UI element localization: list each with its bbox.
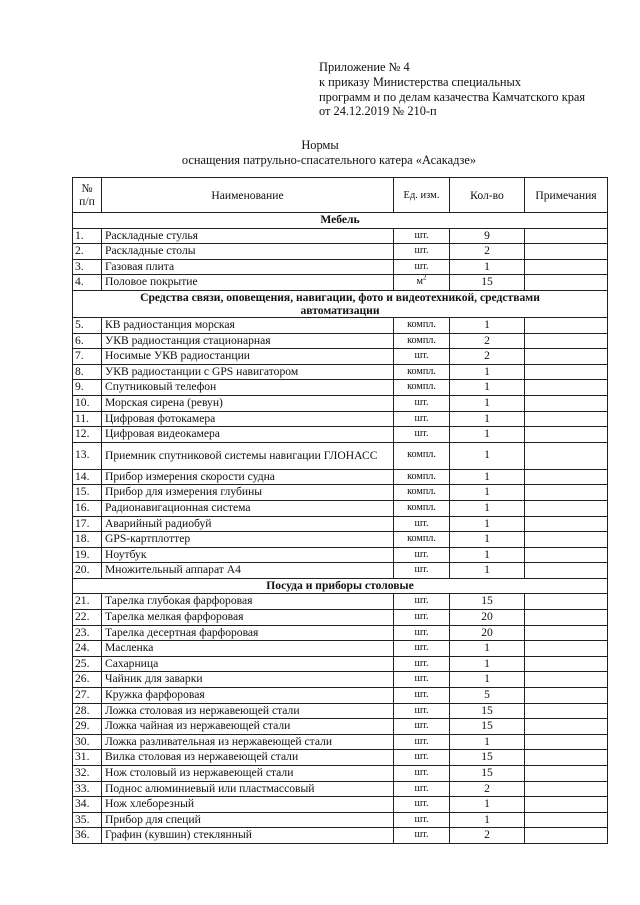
row-number: 35. bbox=[73, 812, 102, 828]
title-line-2: оснащения патрульно-спасательного катера «Асакадзе» bbox=[181, 152, 477, 167]
row-quantity: 1 bbox=[450, 317, 525, 333]
row-unit-text: компл. bbox=[407, 486, 436, 498]
table-row bbox=[73, 594, 608, 610]
row-unit bbox=[394, 610, 450, 626]
row-notes bbox=[525, 703, 608, 719]
row-name: Множительный аппарат А4 bbox=[102, 563, 394, 579]
row-name: Нож хлеборезный bbox=[102, 797, 394, 813]
row-notes bbox=[525, 380, 608, 396]
row-unit-superscript: 2 bbox=[422, 274, 427, 282]
row-name: Сахарница bbox=[102, 656, 394, 672]
row-number: 31. bbox=[73, 750, 102, 766]
row-unit bbox=[394, 641, 450, 657]
appendix-line: Приложение № 4 bbox=[319, 60, 410, 74]
row-notes bbox=[525, 719, 608, 735]
row-unit-text: компл. bbox=[407, 470, 436, 482]
row-name: Прибор для измерения глубины bbox=[102, 485, 394, 501]
row-unit bbox=[394, 427, 450, 443]
row-number: 26. bbox=[73, 672, 102, 688]
section-row bbox=[73, 578, 608, 594]
row-quantity: 2 bbox=[450, 828, 525, 844]
row-quantity: 1 bbox=[450, 259, 525, 275]
row-unit-text: компл. bbox=[407, 381, 436, 393]
row-notes bbox=[525, 734, 608, 750]
row-name: Поднос алюминиевый или пластмассовый bbox=[102, 781, 394, 797]
row-quantity: 2 bbox=[450, 781, 525, 797]
row-number: 15. bbox=[73, 485, 102, 501]
row-notes bbox=[525, 364, 608, 380]
row-name: Цифровая видеокамера bbox=[102, 427, 394, 443]
row-unit bbox=[394, 688, 450, 704]
row-quantity: 2 bbox=[450, 333, 525, 349]
row-unit-text: компл. bbox=[407, 533, 436, 545]
row-unit-text: шт. bbox=[414, 813, 429, 825]
table-row bbox=[73, 259, 608, 275]
table-row bbox=[73, 516, 608, 532]
row-number: 22. bbox=[73, 610, 102, 626]
row-name: Носимые УКВ радиостанции bbox=[102, 349, 394, 365]
row-quantity: 1 bbox=[450, 563, 525, 579]
row-number: 13. bbox=[73, 442, 102, 469]
row-unit-text: шт. bbox=[414, 245, 429, 257]
row-number: 8. bbox=[73, 364, 102, 380]
row-unit bbox=[394, 259, 450, 275]
row-unit bbox=[394, 797, 450, 813]
row-unit-text: шт. bbox=[414, 704, 429, 716]
table-row bbox=[73, 364, 608, 380]
row-notes bbox=[525, 563, 608, 579]
row-unit-text: шт. bbox=[414, 548, 429, 560]
row-notes bbox=[525, 333, 608, 349]
table-row bbox=[73, 442, 608, 469]
row-name: Кружка фарфоровая bbox=[102, 688, 394, 704]
row-quantity: 1 bbox=[450, 411, 525, 427]
section-row bbox=[73, 290, 608, 317]
row-quantity: 15 bbox=[450, 766, 525, 782]
row-notes bbox=[525, 485, 608, 501]
row-unit-text: компл. bbox=[407, 501, 436, 513]
table-row bbox=[73, 411, 608, 427]
row-number: 7. bbox=[73, 349, 102, 365]
row-unit bbox=[394, 516, 450, 532]
row-unit-text: шт. bbox=[414, 350, 429, 362]
row-number: 16. bbox=[73, 500, 102, 516]
row-name: Цифровая фотокамера bbox=[102, 411, 394, 427]
table-row bbox=[73, 228, 608, 244]
header-unit: Ед. изм. bbox=[394, 178, 450, 213]
row-name: Аварийный радиобуй bbox=[102, 516, 394, 532]
row-name: Ноутбук bbox=[102, 547, 394, 563]
row-notes bbox=[525, 750, 608, 766]
table-row bbox=[73, 672, 608, 688]
row-name: Прибор для специй bbox=[102, 812, 394, 828]
table-row bbox=[73, 333, 608, 349]
row-quantity: 1 bbox=[450, 395, 525, 411]
row-name: УКВ радиостанции с GPS навигатором bbox=[102, 364, 394, 380]
appendix-line: от 24.12.2019 № 210-п bbox=[319, 104, 437, 119]
row-name: Прибор измерения скорости судна bbox=[102, 469, 394, 485]
table-row bbox=[73, 641, 608, 657]
row-notes bbox=[525, 275, 608, 291]
row-quantity: 1 bbox=[450, 364, 525, 380]
row-unit-text: шт. bbox=[414, 720, 429, 732]
row-unit-text: шт. bbox=[414, 767, 429, 778]
row-number: 12. bbox=[73, 427, 102, 443]
row-quantity: 15 bbox=[450, 719, 525, 735]
row-unit-text: шт. bbox=[414, 673, 429, 685]
row-number: 19. bbox=[73, 547, 102, 563]
row-name: Тарелка глубокая фарфоровая bbox=[102, 594, 394, 610]
row-unit bbox=[394, 244, 450, 260]
row-name: КВ радиостанция морская bbox=[102, 317, 394, 333]
row-name: Нож столовый из нержавеющей стали bbox=[102, 766, 394, 782]
row-number: 9. bbox=[73, 380, 102, 396]
table-row bbox=[73, 532, 608, 548]
row-quantity: 1 bbox=[450, 641, 525, 657]
table-row bbox=[73, 610, 608, 626]
row-unit-text: шт. bbox=[414, 229, 429, 241]
row-number: 23. bbox=[73, 625, 102, 641]
row-notes bbox=[525, 656, 608, 672]
row-notes bbox=[525, 442, 608, 469]
table-row bbox=[73, 547, 608, 563]
table-row bbox=[73, 244, 608, 260]
row-unit-text: компл. bbox=[407, 365, 436, 377]
table-row bbox=[73, 469, 608, 485]
row-unit-text: шт. bbox=[414, 782, 429, 794]
table-row bbox=[73, 734, 608, 750]
row-name: Спутниковый телефон bbox=[102, 380, 394, 396]
row-unit-text: компл. bbox=[407, 334, 436, 346]
table-row bbox=[73, 719, 608, 735]
row-notes bbox=[525, 244, 608, 260]
row-notes bbox=[525, 594, 608, 610]
row-name: УКВ радиостанция стационарная bbox=[102, 333, 394, 349]
row-number: 4. bbox=[73, 275, 102, 291]
row-number: 10. bbox=[73, 395, 102, 411]
row-quantity: 1 bbox=[450, 672, 525, 688]
row-number: 36. bbox=[73, 828, 102, 844]
row-notes bbox=[525, 411, 608, 427]
row-notes bbox=[525, 317, 608, 333]
row-unit-text: шт. bbox=[414, 428, 429, 440]
row-notes bbox=[525, 395, 608, 411]
row-notes bbox=[525, 532, 608, 548]
row-number: 20. bbox=[73, 563, 102, 579]
section-row bbox=[73, 213, 608, 229]
row-quantity: 1 bbox=[450, 469, 525, 485]
row-unit bbox=[394, 703, 450, 719]
row-notes bbox=[525, 469, 608, 485]
row-number: 3. bbox=[73, 259, 102, 275]
row-number: 25. bbox=[73, 656, 102, 672]
row-name: Раскладные стулья bbox=[102, 228, 394, 244]
row-number: 29. bbox=[73, 719, 102, 735]
row-unit bbox=[394, 349, 450, 365]
row-unit-text: шт. bbox=[414, 260, 429, 272]
row-notes bbox=[525, 228, 608, 244]
row-unit-text: шт. bbox=[414, 735, 429, 747]
section-title: Посуда и приборы столовые bbox=[73, 578, 608, 594]
row-name: Ложка разливательная из нержавеющей стали bbox=[102, 734, 394, 750]
row-notes bbox=[525, 625, 608, 641]
row-notes bbox=[525, 427, 608, 443]
row-notes bbox=[525, 797, 608, 813]
row-number: 27. bbox=[73, 688, 102, 704]
row-notes bbox=[525, 688, 608, 704]
row-notes bbox=[525, 828, 608, 844]
row-quantity: 1 bbox=[450, 532, 525, 548]
row-notes bbox=[525, 781, 608, 797]
row-unit bbox=[394, 275, 450, 291]
row-name: Чайник для заварки bbox=[102, 672, 394, 688]
row-notes bbox=[525, 641, 608, 657]
row-unit-text: шт. bbox=[414, 751, 429, 763]
table-row bbox=[73, 349, 608, 365]
row-unit-text: шт. bbox=[414, 798, 429, 810]
table-row bbox=[73, 625, 608, 641]
header-num: № п/п bbox=[73, 178, 102, 213]
row-quantity: 1 bbox=[450, 812, 525, 828]
table-row bbox=[73, 703, 608, 719]
row-unit bbox=[394, 228, 450, 244]
table-header-row bbox=[73, 178, 608, 213]
row-unit-text: шт. bbox=[414, 829, 429, 841]
row-quantity: 15 bbox=[450, 703, 525, 719]
row-notes bbox=[525, 349, 608, 365]
row-unit bbox=[394, 672, 450, 688]
appendix-header bbox=[319, 60, 585, 119]
table-row bbox=[73, 688, 608, 704]
row-name: Приемник спутниковой системы навигации ГЛОНАСС bbox=[102, 442, 394, 469]
row-name: GPS-картплоттер bbox=[102, 532, 394, 548]
row-unit bbox=[394, 500, 450, 516]
table-row bbox=[73, 563, 608, 579]
row-notes bbox=[525, 672, 608, 688]
row-name: Графин (кувшин) стеклянный bbox=[102, 828, 394, 844]
row-unit-text: шт. bbox=[414, 657, 429, 669]
row-number: 2. bbox=[73, 244, 102, 260]
row-unit-text: шт. bbox=[414, 564, 429, 576]
row-unit bbox=[394, 395, 450, 411]
row-unit-text: м bbox=[416, 276, 423, 288]
row-unit-text: шт. bbox=[414, 689, 429, 701]
row-quantity: 5 bbox=[450, 688, 525, 704]
row-number: 21. bbox=[73, 594, 102, 610]
row-unit bbox=[394, 485, 450, 501]
row-unit-text: шт. bbox=[414, 626, 429, 638]
row-number: 14. bbox=[73, 469, 102, 485]
row-number: 11. bbox=[73, 411, 102, 427]
row-number: 18. bbox=[73, 532, 102, 548]
row-unit bbox=[394, 828, 450, 844]
row-number: 30. bbox=[73, 734, 102, 750]
row-unit bbox=[394, 734, 450, 750]
row-number: 5. bbox=[73, 317, 102, 333]
row-unit-text: шт. bbox=[414, 595, 429, 607]
row-quantity: 2 bbox=[450, 244, 525, 260]
row-unit bbox=[394, 442, 450, 469]
row-name: Ложка столовая из нержавеющей стали bbox=[102, 703, 394, 719]
row-unit bbox=[394, 719, 450, 735]
row-quantity: 1 bbox=[450, 656, 525, 672]
row-quantity: 15 bbox=[450, 275, 525, 291]
row-quantity: 1 bbox=[450, 734, 525, 750]
header-notes: Примечания bbox=[525, 178, 608, 213]
row-unit-text: шт. bbox=[414, 642, 429, 654]
row-notes bbox=[525, 500, 608, 516]
row-quantity: 15 bbox=[450, 594, 525, 610]
row-notes bbox=[525, 610, 608, 626]
row-quantity: 9 bbox=[450, 228, 525, 244]
table-row bbox=[73, 797, 608, 813]
row-unit-text: шт. bbox=[414, 611, 429, 623]
row-unit-text: компл. bbox=[407, 318, 436, 330]
table-row bbox=[73, 427, 608, 443]
table-row bbox=[73, 781, 608, 797]
row-number: 32. bbox=[73, 766, 102, 782]
row-name: Ложка чайная из нержавеющей стали bbox=[102, 719, 394, 735]
row-number: 34. bbox=[73, 797, 102, 813]
row-unit bbox=[394, 469, 450, 485]
table-row bbox=[73, 812, 608, 828]
table-row bbox=[73, 275, 608, 291]
row-unit bbox=[394, 563, 450, 579]
table-body bbox=[73, 213, 608, 844]
row-unit bbox=[394, 656, 450, 672]
row-quantity: 1 bbox=[450, 380, 525, 396]
table-row bbox=[73, 485, 608, 501]
row-name: Морская сирена (ревун) bbox=[102, 395, 394, 411]
table-row bbox=[73, 828, 608, 844]
header-qty: Кол-во bbox=[450, 178, 525, 213]
row-notes bbox=[525, 766, 608, 782]
table-row bbox=[73, 500, 608, 516]
norms-table bbox=[72, 177, 608, 844]
section-title: Мебель bbox=[73, 213, 608, 229]
row-number: 33. bbox=[73, 781, 102, 797]
row-unit bbox=[394, 766, 450, 782]
row-unit bbox=[394, 594, 450, 610]
row-unit-text: компл. bbox=[407, 449, 436, 461]
row-quantity: 1 bbox=[450, 485, 525, 501]
row-quantity: 20 bbox=[450, 610, 525, 626]
row-name: Вилка столовая из нержавеющей стали bbox=[102, 750, 394, 766]
row-quantity: 20 bbox=[450, 625, 525, 641]
row-number: 1. bbox=[73, 228, 102, 244]
row-name: Масленка bbox=[102, 641, 394, 657]
row-name: Газовая плита bbox=[102, 259, 394, 275]
table-row bbox=[73, 380, 608, 396]
row-unit bbox=[394, 532, 450, 548]
row-quantity: 1 bbox=[450, 500, 525, 516]
section-title: Средства связи, оповещения, навигации, фото и видеотехникой, средствами автоматизации bbox=[73, 290, 608, 317]
row-quantity: 1 bbox=[450, 442, 525, 469]
row-notes bbox=[525, 259, 608, 275]
row-notes bbox=[525, 547, 608, 563]
row-unit bbox=[394, 317, 450, 333]
row-unit bbox=[394, 411, 450, 427]
row-name: Тарелка мелкая фарфоровая bbox=[102, 610, 394, 626]
row-number: 6. bbox=[73, 333, 102, 349]
title-line-1: Нормы bbox=[301, 138, 339, 152]
row-unit-text: шт. bbox=[414, 396, 429, 408]
row-quantity: 1 bbox=[450, 547, 525, 563]
row-unit bbox=[394, 812, 450, 828]
row-name: Раскладные столы bbox=[102, 244, 394, 260]
table-row bbox=[73, 766, 608, 782]
row-name: Половое покрытие bbox=[102, 275, 394, 291]
row-quantity: 1 bbox=[450, 516, 525, 532]
row-unit bbox=[394, 380, 450, 396]
row-quantity: 2 bbox=[450, 349, 525, 365]
table-row bbox=[73, 317, 608, 333]
row-quantity: 15 bbox=[450, 750, 525, 766]
row-unit bbox=[394, 547, 450, 563]
table-row bbox=[73, 395, 608, 411]
row-name: Тарелка десертная фарфоровая bbox=[102, 625, 394, 641]
row-unit-text: шт. bbox=[414, 517, 429, 529]
row-unit bbox=[394, 750, 450, 766]
row-number: 24. bbox=[73, 641, 102, 657]
table-row bbox=[73, 750, 608, 766]
appendix-line: программ и по делам казачества Камчатского края bbox=[319, 89, 586, 104]
row-unit-text: шт. bbox=[414, 412, 429, 424]
row-notes bbox=[525, 516, 608, 532]
appendix-line: к приказу Министерства специальных bbox=[319, 74, 522, 89]
document-title bbox=[0, 138, 640, 167]
row-unit bbox=[394, 333, 450, 349]
row-number: 28. bbox=[73, 703, 102, 719]
row-unit bbox=[394, 364, 450, 380]
row-unit bbox=[394, 625, 450, 641]
table-row bbox=[73, 656, 608, 672]
row-quantity: 1 bbox=[450, 797, 525, 813]
header-name: Наименование bbox=[102, 178, 394, 213]
row-quantity: 1 bbox=[450, 427, 525, 443]
row-name: Радионавигационная система bbox=[102, 500, 394, 516]
row-notes bbox=[525, 812, 608, 828]
row-number: 17. bbox=[73, 516, 102, 532]
row-unit bbox=[394, 781, 450, 797]
